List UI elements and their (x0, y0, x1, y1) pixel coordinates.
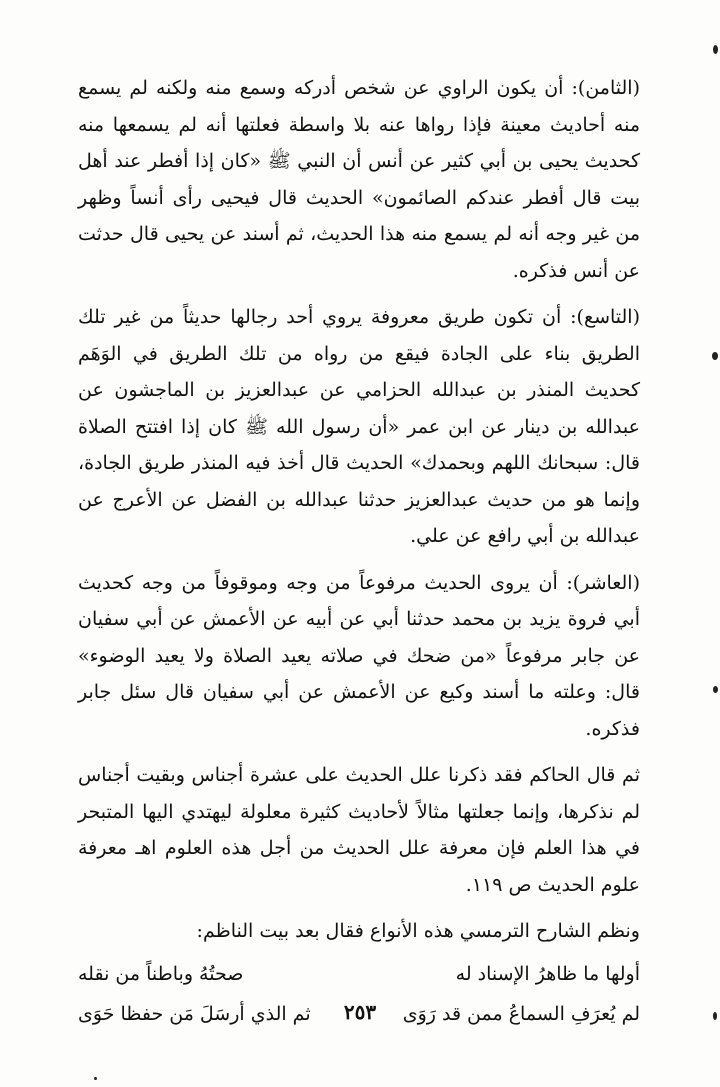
verse-1-second-hemistich: صحتُهُ وباطناً من نقله (78, 962, 244, 985)
scan-speck (712, 352, 718, 360)
paragraph-tenth: (العاشر): أن يروى الحديث مرفوعاً من وجه وموقوفاً من وجه كحديث أبي فروة يزيد بن محمد حدثنا أبي عن أبيه عن الأعمش عن أبي سفيان عن جابر مرفوعاً «من ضحك في صلاته يعيد الصلاة ولا يعيد الوضوء» قال: وعلته ما أسند وكيع عن الأعمش عن أبي سفيان قال سئل جابر فذكره. (78, 571, 640, 740)
scan-speck (713, 686, 718, 693)
paragraph-conclusion: ثم قال الحاكم فقد ذكرنا علل الحديث على عشرة أجناس وبقيت أجناس لم نذكرها، وإنما جعلتها مثالاً لأحاديث كثيرة معلولة ليهتدي اليها المتبحر في هذا العلم فإن معرفة علل الحديث من أجل هذه العلوم اهـ معرفة علوم الحديث ص ١١٩. (78, 764, 640, 896)
paragraph-eighth: (الثامن): أن يكون الراوي عن شخص أدركه وسمع منه ولكنه لم يسمع منه أحاديث معينة فإذا رواها عنه بلا واسطة فعلتها أنه لم يسمعها منه كحديث يحيى بن أبي كثير عن أنس أن النبي ﷺ «كان إذا أفطر عند أهل بيت قال أفطر عندكم الصائمون» الحديث قال فيحيى رأى أنساً وظهر من غير وجه أنه لم يسمع منه هذا الحديث، ثم أسند عن يحيى قال حدثت عن أنس فذكره. (78, 77, 640, 282)
scan-speck (713, 45, 718, 54)
verse-2-second-hemistich: ثم الذي أرسَلَ مَن حفظا حَوَى (78, 1002, 311, 1025)
scan-speck (94, 1077, 97, 1080)
verse-1-first-hemistich: أولها ما ظاهرُ الإسناد له (455, 962, 640, 985)
page-body (78, 70, 640, 1034)
scan-speck (713, 1012, 717, 1020)
verse-2-first-hemistich: لم يُعرَفِ السماعُ ممن قد رَوَى (402, 1002, 640, 1025)
page-number: ٢٥٣ (343, 1000, 377, 1024)
poem-verse-1 (78, 954, 640, 994)
poem-intro: ونظم الشارح الترمسي هذه الأنواع فقال بعد بيت الناظم: (196, 920, 640, 942)
paragraph-ninth: (التاسع): أن تكون طريق معروفة يروي أحد رجالها حديثاً من غير تلك الطريق بناء على الجادة فيقع من رواه من تلك الطريق في الوَهَم كحديث المنذر بن عبدالله الحزامي عن عبدالعزيز بن الماجشون عن عبدالله بن دينار عن ابن عمر «أن رسول الله ﷺ كان إذا افتتح الصلاة قال: سبحانك اللهم وبحمدك» الحديث قال أخذ فيه المنذر طريق الجادة، وإنما هو من حديث عبدالعزيز حدثنا عبدالله بن الفضل عن الأعرج عن عبدالله بن أبي رافع عن علي. (78, 306, 640, 547)
